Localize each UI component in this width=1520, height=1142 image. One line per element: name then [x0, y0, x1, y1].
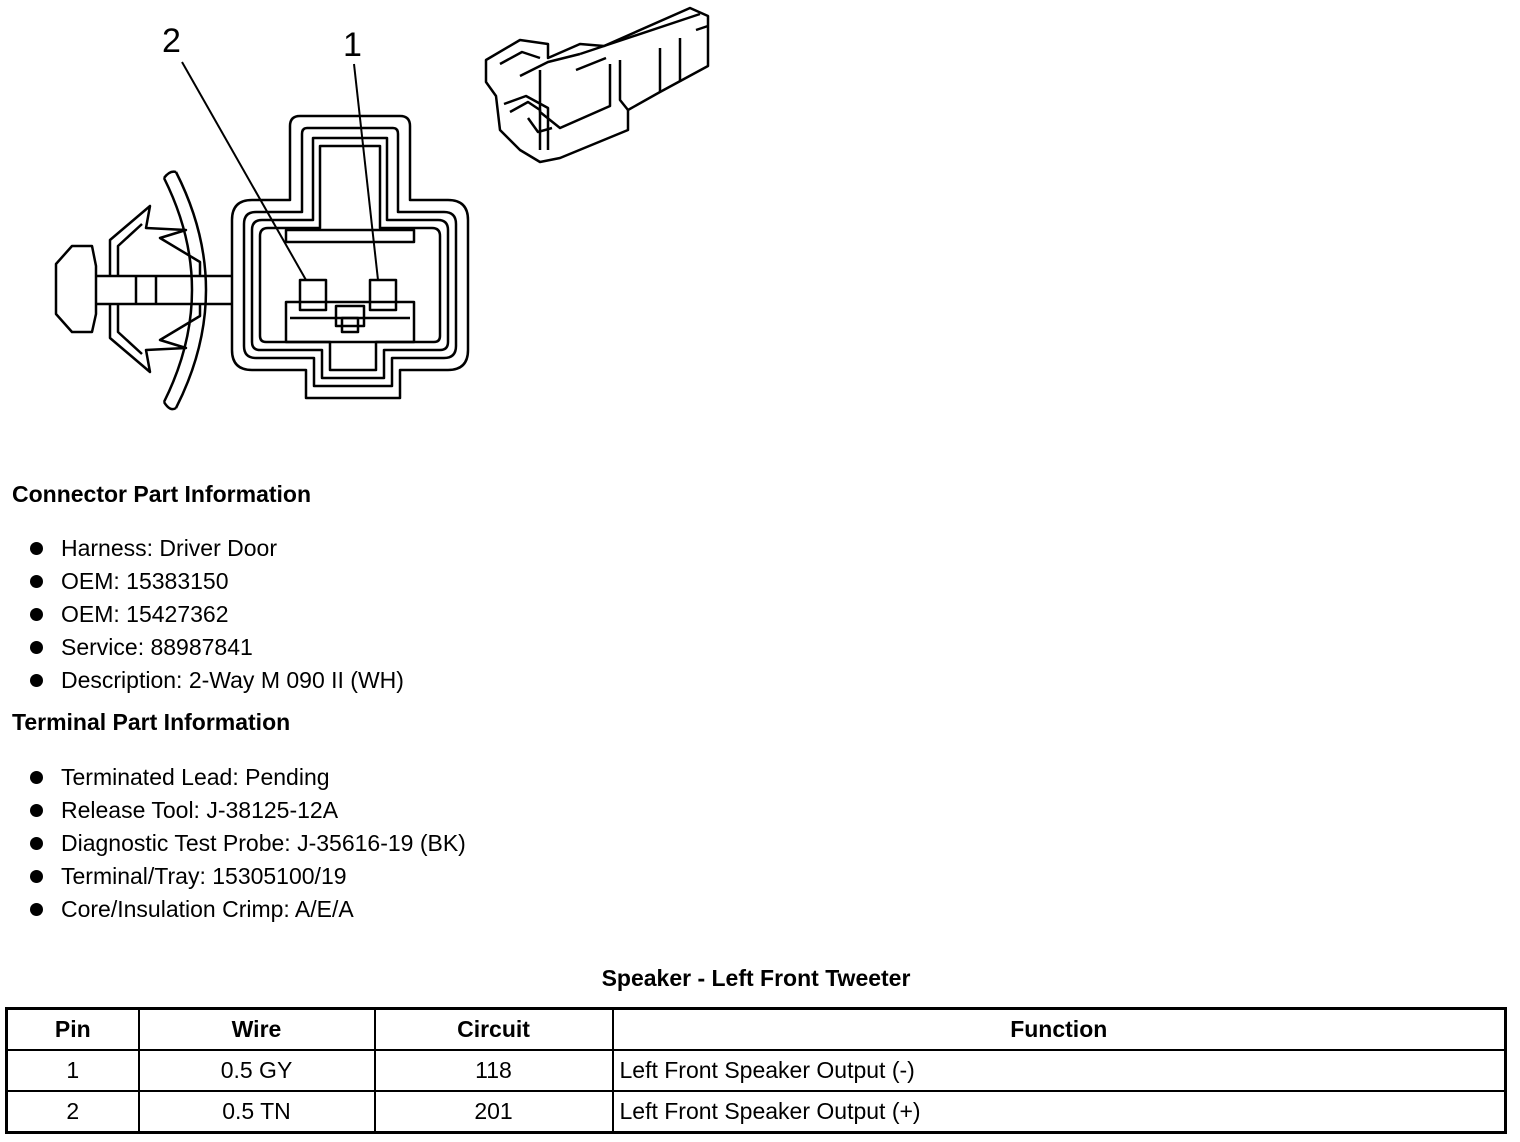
list-item-text: Diagnostic Test Probe: J-35616-19 (BK) [61, 830, 466, 856]
column-header-circuit: Circuit [375, 1009, 613, 1051]
cell-circuit: 118 [375, 1050, 613, 1091]
pin-callout-2: 2 [162, 22, 181, 60]
list-item-text: OEM: 15427362 [61, 601, 229, 627]
column-header-pin: Pin [7, 1009, 139, 1051]
list-item [28, 861, 466, 894]
cell-pin: 1 [7, 1050, 139, 1091]
list-item [28, 566, 404, 599]
bullet-icon [30, 641, 43, 654]
list-item [28, 632, 404, 665]
terminal-info-heading: Terminal Part Information [12, 709, 291, 735]
bullet-icon [30, 575, 43, 588]
list-item [28, 533, 404, 566]
column-header-wire: Wire [139, 1009, 375, 1051]
list-item-text: Terminated Lead: Pending [61, 764, 330, 790]
list-item [28, 894, 466, 927]
table-row [7, 1091, 1506, 1133]
table-header-row [7, 1009, 1506, 1051]
pin-table [5, 1007, 1507, 1134]
bullet-icon [30, 903, 43, 916]
bullet-icon [30, 771, 43, 784]
list-item-text: Harness: Driver Door [61, 535, 277, 561]
bullet-icon [30, 674, 43, 687]
list-item [28, 828, 466, 861]
list-item-text: Description: 2-Way M 090 II (WH) [61, 667, 404, 693]
bullet-icon [30, 608, 43, 621]
cell-pin: 2 [7, 1091, 139, 1133]
cell-wire: 0.5 TN [139, 1091, 375, 1133]
connector-diagram [0, 0, 760, 440]
connector-info-list [28, 533, 404, 698]
list-item-text: Release Tool: J-38125-12A [61, 797, 339, 823]
list-item-text: Core/Insulation Crimp: A/E/A [61, 896, 354, 922]
list-item-text: OEM: 15383150 [61, 568, 229, 594]
cell-wire: 0.5 GY [139, 1050, 375, 1091]
connector-info-heading: Connector Part Information [12, 481, 312, 507]
cell-function: Left Front Speaker Output (-) [613, 1050, 1506, 1091]
bullet-icon [30, 870, 43, 883]
pin-callout-1: 1 [343, 26, 362, 64]
list-item [28, 665, 404, 698]
table-caption: Speaker - Left Front Tweeter [601, 965, 911, 991]
connector-illustration [0, 0, 760, 440]
list-item-text: Service: 88987841 [61, 634, 253, 660]
list-item [28, 795, 466, 828]
list-item [28, 599, 404, 632]
bullet-icon [30, 804, 43, 817]
column-header-function: Function [613, 1009, 1506, 1051]
terminal-info-list [28, 762, 466, 927]
cell-function: Left Front Speaker Output (+) [613, 1091, 1506, 1133]
cell-circuit: 201 [375, 1091, 613, 1133]
table-row [7, 1050, 1506, 1091]
list-item [28, 762, 466, 795]
bullet-icon [30, 542, 43, 555]
bullet-icon [30, 837, 43, 850]
list-item-text: Terminal/Tray: 15305100/19 [61, 863, 347, 889]
